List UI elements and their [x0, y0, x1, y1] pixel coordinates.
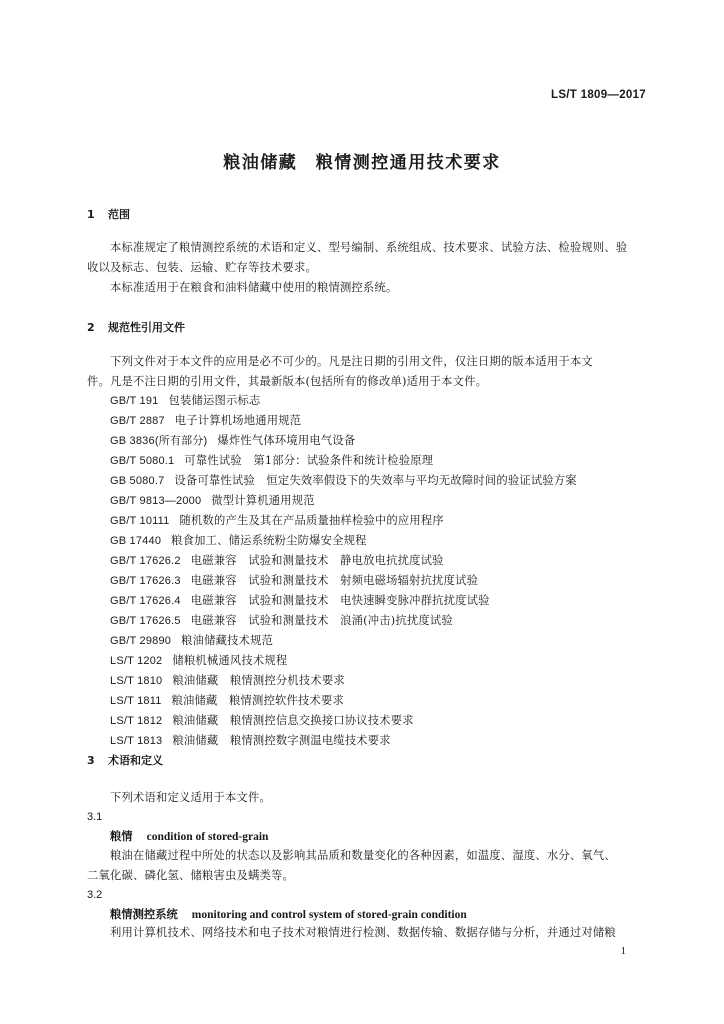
- term-en: monitoring and control system of stored-grain condition: [191, 909, 467, 921]
- reference-title: 储粮机械通风技术规程: [172, 654, 288, 667]
- reference-code: GB/T 9813—2000: [110, 495, 202, 507]
- reference-code: GB/T 29890: [110, 635, 172, 647]
- term-en: condition of stored-grain: [146, 831, 269, 843]
- reference-code: GB/T 17626.2: [110, 555, 181, 567]
- reference-code: GB/T 17626.3: [110, 575, 181, 587]
- page-number: 1: [620, 945, 626, 957]
- term-definition-line1: 粮油在储藏过程中所处的状态以及影响其品质和数量变化的各种因素，如温度、湿度、水分、氧气、: [110, 849, 616, 862]
- reference-code: LS/T 1812: [110, 715, 163, 727]
- reference-title: 可靠性试验 第1部分：试验条件和统计检验原理: [184, 454, 434, 467]
- section-heading-scope: [87, 206, 130, 222]
- term-zh: 粮情: [110, 829, 133, 843]
- reference-code: LS/T 1810: [110, 675, 163, 687]
- reference-item: [110, 492, 315, 508]
- reference-item: [110, 552, 444, 568]
- section-title: 术语和定义: [108, 754, 163, 767]
- reference-item: [110, 432, 355, 448]
- scope-para2: 本标准适用于在粮食和油料储藏中使用的粮情测控系统。: [110, 281, 398, 294]
- references-intro-line2: 件。凡是不注日期的引用文件，其最新版本(包括所有的修改单)适用于本文件。: [87, 375, 488, 388]
- scope-para1-line2: 收以及标志、包装、运输、贮存等技术要求。: [87, 261, 317, 274]
- reference-code: GB/T 10111: [110, 515, 170, 527]
- reference-code: GB/T 17626.5: [110, 615, 181, 627]
- reference-title: 电磁兼容 试验和测量技术 浪涌(冲击)抗扰度试验: [190, 614, 453, 627]
- reference-title: 电磁兼容 试验和测量技术 电快速瞬变脉冲群抗扰度试验: [190, 594, 490, 607]
- section-heading-terms: [87, 752, 163, 768]
- reference-title: 粮油储藏 粮情测控数字测温电缆技术要求: [172, 734, 391, 747]
- reference-item: [110, 692, 344, 708]
- term-zh: 粮情测控系统: [110, 907, 178, 921]
- term-number: 3.2: [87, 889, 103, 901]
- reference-title: 粮食加工、储运系统粉尘防爆安全规程: [171, 534, 367, 547]
- scope-para1-line1: 本标准规定了粮情测控系统的术语和定义、型号编制、系统组成、技术要求、试验方法、检验规则、验: [110, 241, 628, 254]
- reference-code: LS/T 1202: [110, 655, 163, 667]
- reference-code: GB 3836(所有部分): [110, 435, 208, 447]
- reference-title: 爆炸性气体环境用电气设备: [217, 434, 356, 447]
- reference-code: GB/T 191: [110, 395, 159, 407]
- reference-item: [110, 512, 444, 528]
- section-number: 3: [87, 754, 95, 767]
- reference-item: [110, 712, 414, 728]
- reference-title: 电磁兼容 试验和测量技术 射频电磁场辐射抗扰度试验: [190, 574, 479, 587]
- reference-title: 设备可靠性试验 恒定失效率假设下的失效率与平均无故障时间的验证试验方案: [174, 474, 577, 487]
- reference-item: [110, 632, 273, 648]
- reference-title: 粮油储藏技术规范: [181, 634, 274, 647]
- reference-item: [110, 412, 301, 428]
- document-title: 粮油储藏 粮情测控通用技术要求: [223, 153, 501, 173]
- reference-item: [110, 472, 577, 488]
- term-definition-line2: 二氧化碳、磷化氢、储粮害虫及螨类等。: [87, 869, 294, 882]
- reference-code: GB/T 17626.4: [110, 595, 181, 607]
- reference-code: GB 5080.7: [110, 475, 165, 487]
- reference-item: [110, 592, 490, 608]
- reference-item: [110, 532, 367, 548]
- references-intro-line1: 下列文件对于本文件的应用是必不可少的。凡是注日期的引用文件，仅注日期的版本适用于本文: [110, 355, 593, 368]
- reference-code: LS/T 1813: [110, 735, 163, 747]
- reference-title: 电子计算机场地通用规范: [174, 414, 302, 427]
- standard-code: LS/T 1809—2017: [551, 89, 646, 101]
- reference-title: 电磁兼容 试验和测量技术 静电放电抗扰度试验: [190, 554, 444, 567]
- reference-code: GB/T 5080.1: [110, 455, 175, 467]
- section-heading-normative-references: [87, 319, 185, 335]
- terms-intro: 下列术语和定义适用于本文件。: [110, 791, 271, 804]
- section-number: 1: [87, 208, 95, 221]
- term-heading: [110, 828, 268, 844]
- reference-item: [110, 572, 478, 588]
- reference-title: 粮油储藏 粮情测控软件技术要求: [171, 694, 345, 707]
- reference-code: GB/T 2887: [110, 415, 165, 427]
- term-heading: [110, 906, 467, 922]
- reference-item: [110, 612, 453, 628]
- reference-code: LS/T 1811: [110, 695, 162, 707]
- reference-title: 随机数的产生及其在产品质量抽样检验中的应用程序: [179, 514, 444, 527]
- section-number: 2: [87, 321, 95, 334]
- section-title: 规范性引用文件: [108, 321, 185, 334]
- section-title: 范围: [108, 208, 130, 221]
- reference-item: [110, 392, 260, 408]
- reference-item: [110, 732, 391, 748]
- reference-item: [110, 452, 433, 468]
- reference-code: GB 17440: [110, 535, 162, 547]
- reference-title: 微型计算机通用规范: [211, 494, 315, 507]
- term-definition-line1: 利用计算机技术、网络技术和电子技术对粮情进行检测、数据传输、数据存储与分析，并通过对储粮: [110, 926, 616, 939]
- reference-item: [110, 652, 287, 668]
- reference-title: 包装储运图示标志: [168, 394, 261, 407]
- term-number: 3.1: [87, 811, 103, 823]
- reference-title: 粮油储藏 粮情测控信息交换接口协议技术要求: [172, 714, 414, 727]
- reference-item: [110, 672, 345, 688]
- reference-title: 粮油储藏 粮情测控分机技术要求: [172, 674, 345, 687]
